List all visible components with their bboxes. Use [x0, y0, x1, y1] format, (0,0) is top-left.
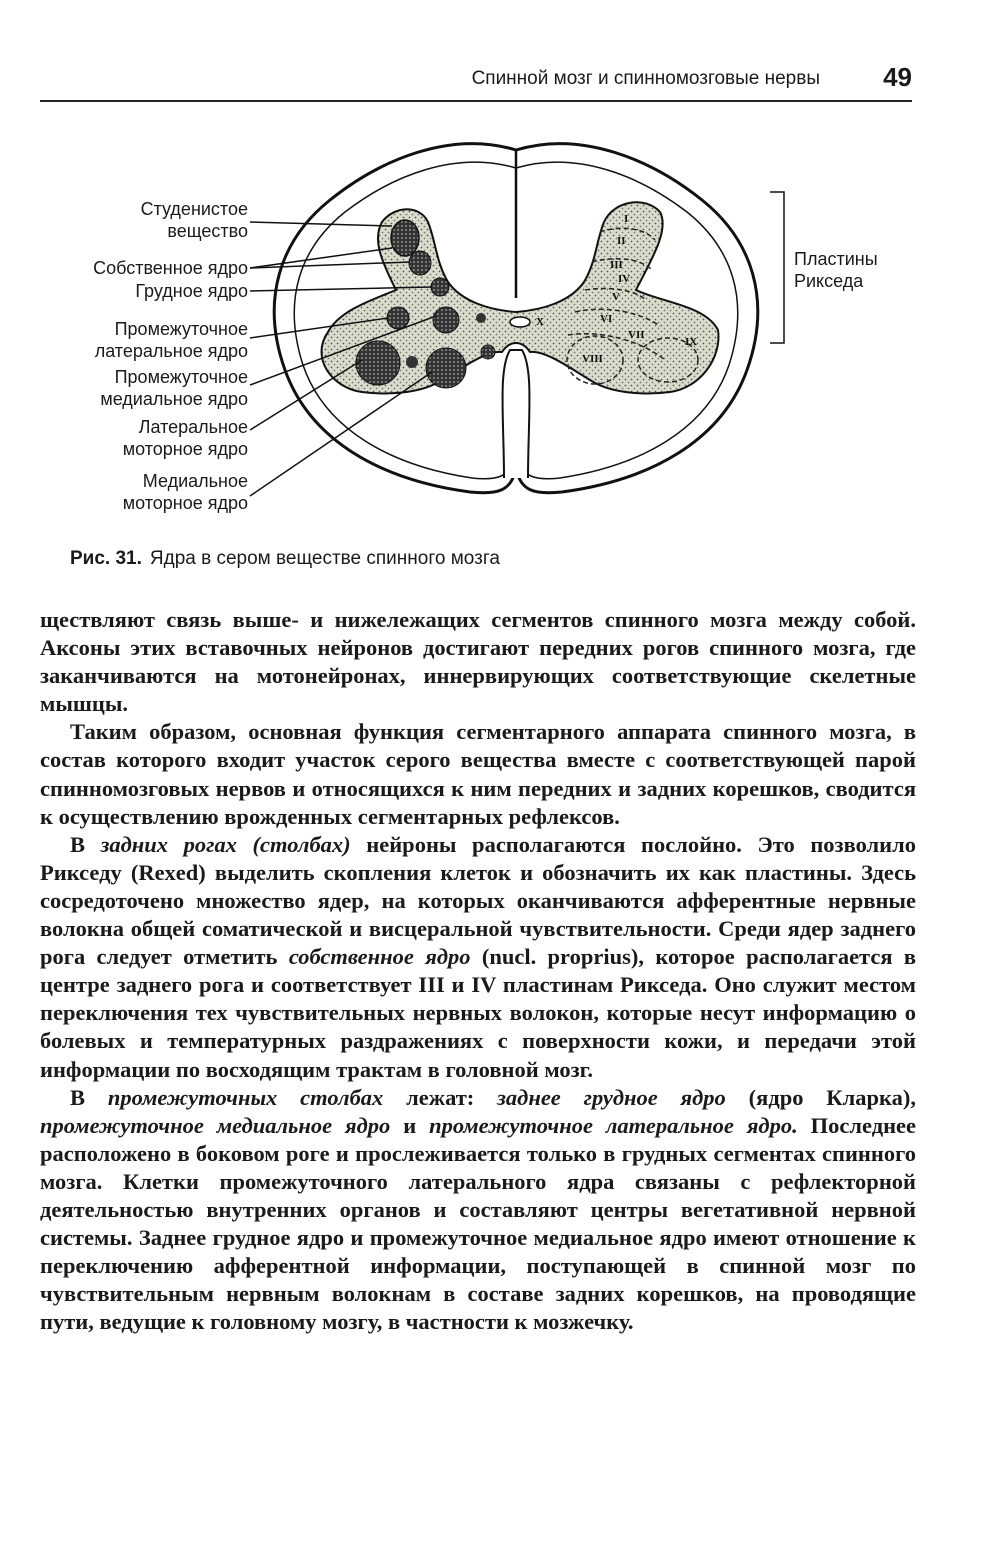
- lamina-VII: VII: [628, 329, 645, 341]
- running-title: Спинной мозг и спинномозговые нервы: [471, 68, 820, 89]
- emphasis: собственное ядро: [288, 944, 471, 970]
- running-head: [40, 62, 912, 102]
- label-rexed-laminae: Пластины Рикседа: [794, 249, 878, 291]
- emphasis: промежуточное медиальное ядро: [40, 1112, 391, 1138]
- paragraph: В промежуточных столбах лежат: заднее грудное ядро (ядро Кларка), промежуточное медиальное ядро и промежуточное латеральное ядро. Последнее расположено в боковом роге и прослеживается только в грудных сегментах спинного мозга. Клетки промежуточного латерального ядра связаны с рефлекторной деятельностью внутренних органов и составляют центры вегетативной нервной системы. Заднее грудное ядро и промежуточное медиальное ядро имеют отношение к переключению афферентной информации, поступающей в спинной мозг по чувствительным нервным волокнам в составе задних корешков, на проводящие пути, ведущие к головному мозгу, в частности к мозжечку.: [40, 1084, 917, 1335]
- emphasis: промежуточных столбах: [107, 1084, 384, 1110]
- lamina-III: III: [610, 259, 623, 271]
- emphasis: промежуточное латеральное ядро.: [429, 1112, 798, 1138]
- body-text: [40, 606, 916, 1336]
- label-thoracic-nucleus: Грудное ядро: [135, 281, 248, 301]
- figure-number: Рис. 31.: [70, 548, 142, 569]
- lamina-VIII: VIII: [582, 353, 603, 365]
- paragraph: ществляют связь выше- и нижележащих сегментов спинного мозга между собой. Аксоны этих вставочных нейронов достигают передних рогов спинного мозга, где заканчиваются на мотонейронах, иннервирующих соответствующие скелетные мышцы.: [40, 607, 916, 717]
- emphasis: задних рогах (столбах): [100, 831, 351, 857]
- lamina-VI: VI: [600, 313, 613, 325]
- caption-text: Ядра в сером веществе спинного мозга: [149, 548, 500, 569]
- figure-caption: [70, 548, 500, 570]
- lamina-II: II: [617, 235, 626, 247]
- paragraph: Таким образом, основная функция сегментарного аппарата спинного мозга, в состав которого входит участок серого вещества вместе с соответствующей парой спинномозговых нервов и относящихся к ним передних и задних корешков, сводится к осуществлению врожденных сегментарных рефлексов.: [40, 719, 916, 829]
- lamina-I: I: [624, 213, 629, 225]
- lamina-V: V: [612, 291, 620, 303]
- label-intermediomedial: Промежуточное медиальное ядро: [100, 367, 248, 409]
- label-proper-nucleus: Собственное ядро: [93, 258, 248, 278]
- paragraph: В задних рогах (столбах) нейроны располагаются послойно. Это позволило Рикседу (Rexed) выделить скопления клеток и обозначить их как пластины. Здесь сосредоточено множество ядер, на которых оканчиваются афферентные нервные волокна общей соматической и висцеральной чувствительности. Среди ядер заднего рога следует отметить собственное ядро (nucl. proprius), которое располагается в центре заднего рога и соответствует III и IV пластинам Рикседа. Оно служит местом переключения тех чувствительных нервных волокон, которые несут информацию о болевых и температурных раздражениях с поверхности кожи, и передачи этой информации по восходящим трактам в головной мозг.: [40, 831, 917, 1082]
- emphasis: заднее грудное ядро: [497, 1084, 726, 1110]
- label-medial-motor: Медиальное моторное ядро: [122, 471, 248, 513]
- label-intermediolateral: Промежуточное латеральное ядро: [94, 319, 248, 361]
- spinal-cord-figure: [0, 130, 1000, 530]
- page-number: 49: [883, 62, 912, 92]
- label-substantia-gelatinosa: Студенистое вещество: [140, 199, 248, 241]
- label-lateral-motor: Латеральное моторное ядро: [122, 417, 248, 459]
- lamina-IX: IX: [685, 336, 698, 348]
- lamina-X: X: [536, 316, 544, 328]
- lamina-IV: IV: [618, 273, 631, 285]
